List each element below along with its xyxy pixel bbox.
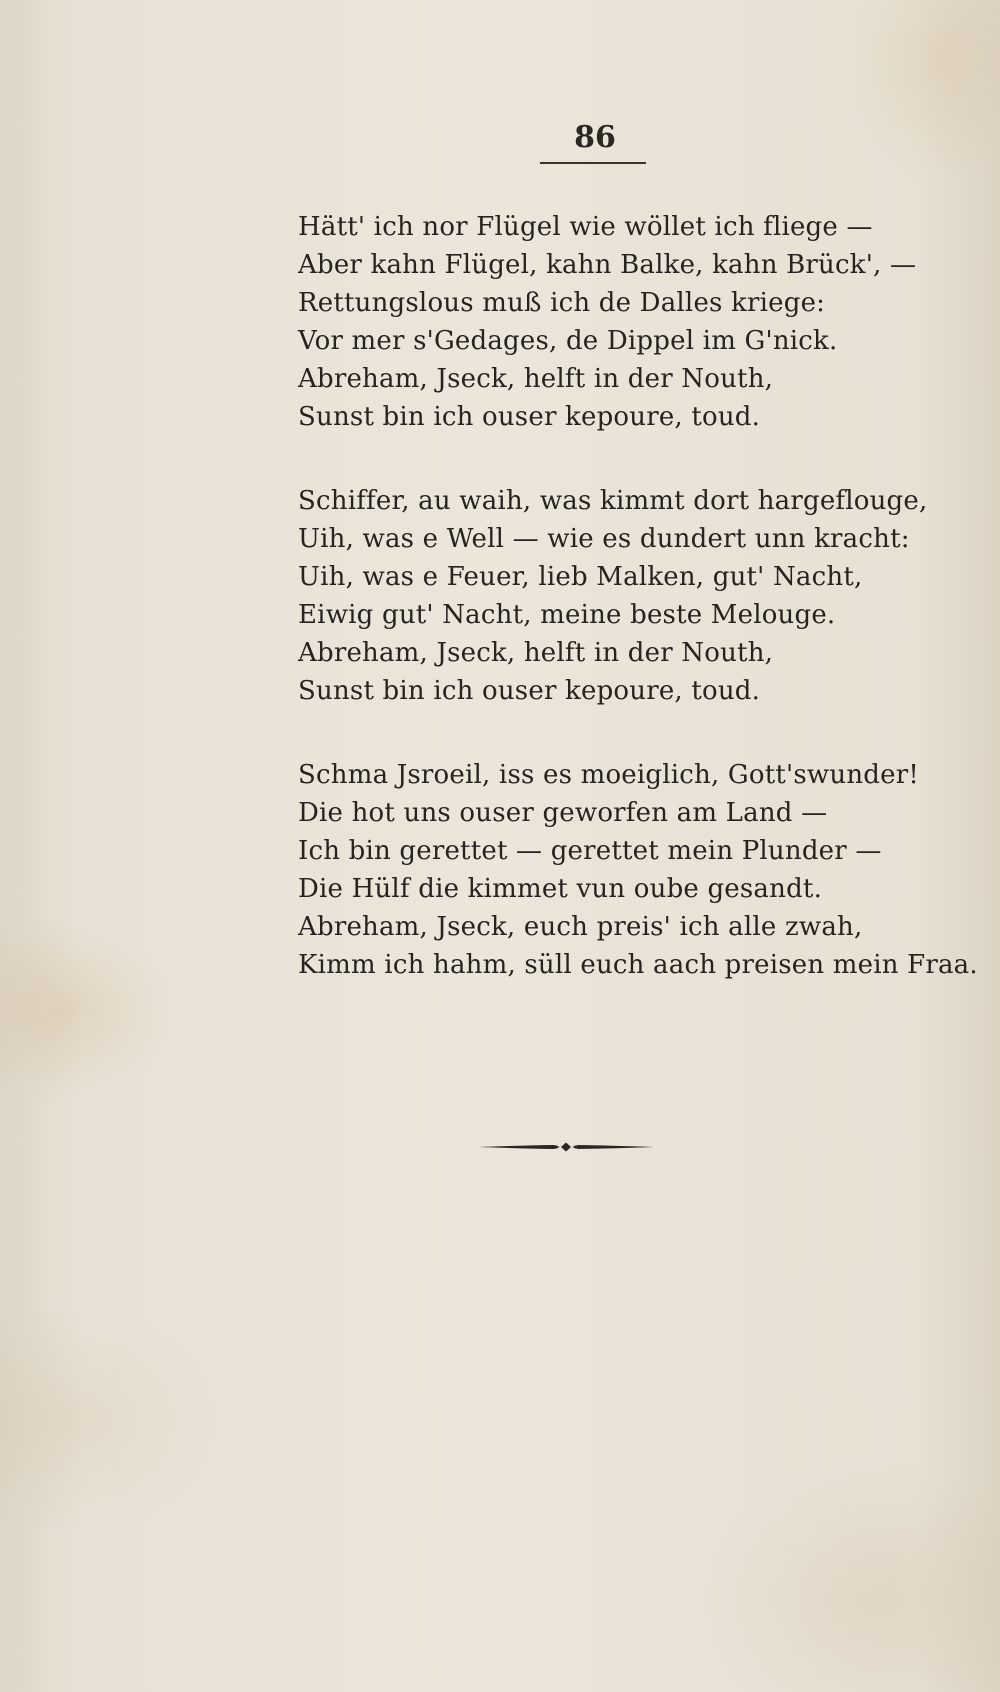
refrain-line: Abreham, Jseck, helft in der Nouth, xyxy=(298,638,774,668)
verse-line: Die hot uns ouser geworfen am Land — xyxy=(298,798,828,828)
verse-line: Uih, was e Feuer, lieb Malken, gut' Nacht, xyxy=(298,562,863,592)
stanza-3 xyxy=(298,756,978,984)
verse-line: Hätt' ich nor Flügel wie wöllet ich fliege — xyxy=(298,212,873,242)
poem xyxy=(298,208,978,1030)
ornamental-divider-icon xyxy=(478,1140,654,1154)
stanza-2 xyxy=(298,482,948,710)
verse-line: Schiffer, au waih, was kimmt dort hargeflouge, xyxy=(298,486,928,516)
refrain-line: Sunst bin ich ouser kepoure, toud. xyxy=(298,402,761,432)
verse-line: Uih, was e Well — wie es dundert unn kracht: xyxy=(298,524,910,554)
header-rule xyxy=(540,162,646,164)
stanza-1 xyxy=(298,208,948,436)
verse-line: Aber kahn Flügel, kahn Balke, kahn Brück', — xyxy=(298,250,917,280)
refrain-line: Abreham, Jseck, helft in der Nouth, xyxy=(298,364,774,394)
verse-line: Die Hülf die kimmet vun oube gesandt. xyxy=(298,874,823,904)
verse-line: Rettungslous muß ich de Dalles kriege: xyxy=(298,288,826,318)
page-number: 86 xyxy=(574,120,616,155)
refrain-line: Sunst bin ich ouser kepoure, toud. xyxy=(298,676,761,706)
closing-line: Abreham, Jseck, euch preis' ich alle zwah, xyxy=(298,912,863,942)
verse-line: Ich bin gerettet — gerettet mein Plunder — xyxy=(298,836,882,866)
verse-line: Vor mer s'Gedages, de Dippel im G'nick. xyxy=(298,326,838,356)
verse-line: Eiwig gut' Nacht, meine beste Melouge. xyxy=(298,600,836,630)
closing-line: Kimm ich hahm, süll euch aach preisen mein Fraa. xyxy=(298,950,978,980)
verse-line: Schma Jsroeil, iss es moeiglich, Gott'swunder! xyxy=(298,760,919,790)
